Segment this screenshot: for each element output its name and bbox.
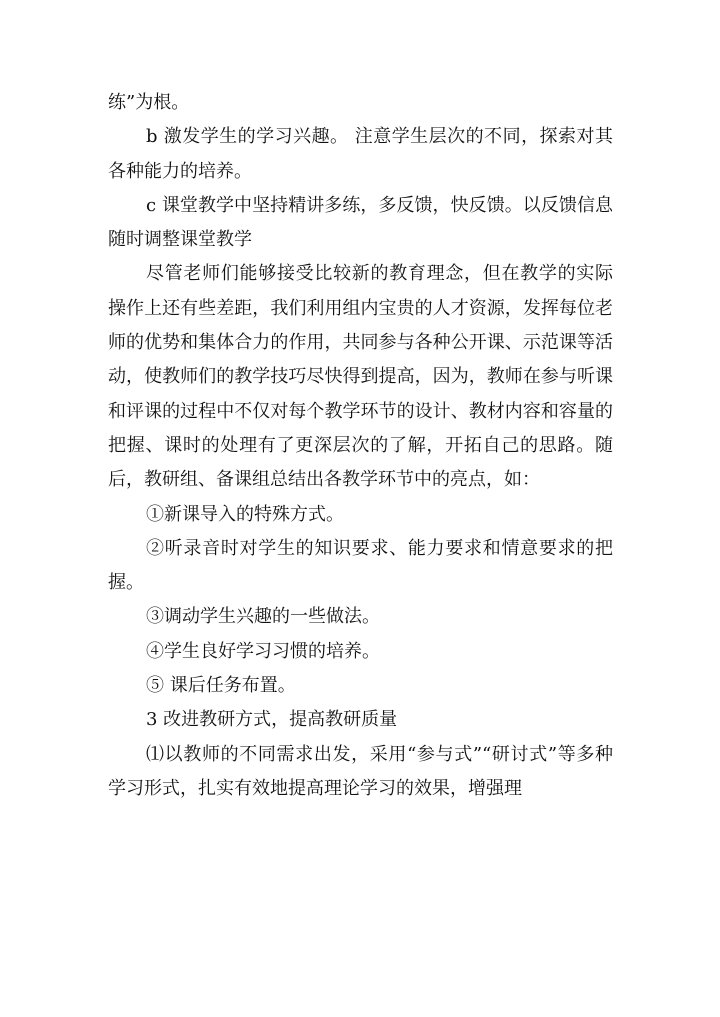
list-item-5: ⑤ 课后任务布置。 bbox=[146, 675, 296, 697]
list-item-2: ②听录音时对学生的知识要求、能力要求和情意要求的把握。 bbox=[108, 537, 613, 594]
paragraph-continuation: 练”为根。 bbox=[108, 92, 190, 113]
paragraph-item-c: c 课堂教学中坚持精讲多练，多反馈，快反馈。以反馈信息随时调整课堂教学 bbox=[108, 194, 613, 251]
list-item-4: ④学生良好学习习惯的培养。 bbox=[146, 640, 380, 662]
paragraph-teaching-practice: 尽管老师们能够接受比较新的教育理念，但在教学的实际操作上还有些差距，我们利用组内宝贵的人才资源，发挥每位老师的优势和集体合力的作用，共同参与各种公开课、示范课等活动，使教师们的教学技巧尽快得到提高，因为，教师在参与听课和评课的过程中不仅对每个教学环节的设计、教材内容和容量的把握、课时的处理有了更深层次的了解，开拓自己的思路。随后，教研组、备课组总结出各教学环节中的亮点，如： bbox=[108, 263, 613, 491]
list-item-3: ③调动学生兴趣的一些做法。 bbox=[146, 606, 380, 628]
section-heading: 3 改进教研方式，提高教研质量 bbox=[146, 709, 398, 731]
paragraph-item-b: b 激发学生的学习兴趣。 注意学生层次的不同，探索对其各种能力的培养。 bbox=[108, 126, 613, 182]
document-body bbox=[108, 86, 613, 806]
list-item-1: ①新课导入的特殊方式。 bbox=[146, 503, 344, 525]
paragraph-item-1: ⑴以教师的不同需求出发，采用“参与式”“研讨式”等多种学习形式，扎实有效地提高理论学习的效果，增强理 bbox=[108, 743, 613, 799]
